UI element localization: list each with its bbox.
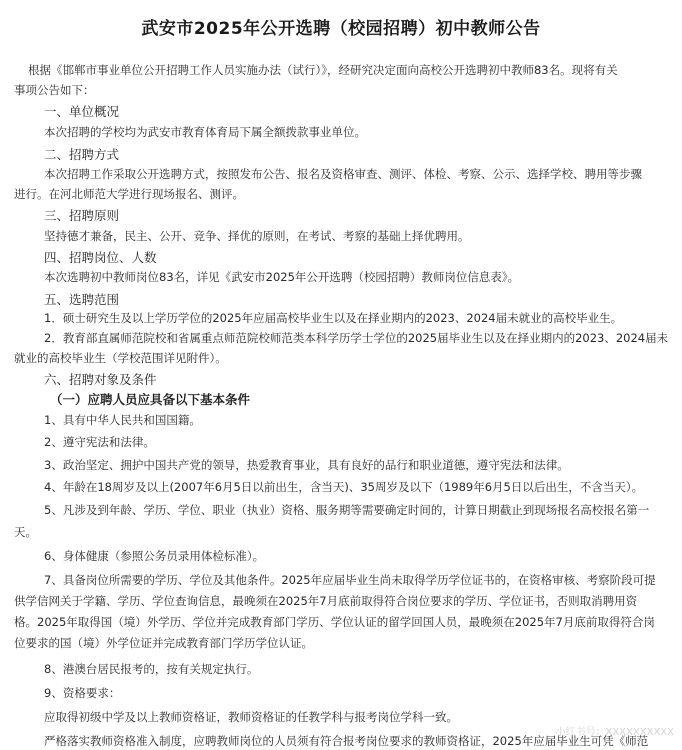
paragraph-line: 位要求的国（境）外学位证并完成教育部门学历学位认证。 — [14, 636, 313, 650]
section-heading: 五、选聘范围 — [44, 292, 120, 307]
paragraph-line: 根据《邯郸市事业单位公开招聘工作人员实施办法（试行）》，经研究决定面向高校公开选聘初中教师83名。现将有关 — [28, 63, 618, 77]
list-item: 8、港澳台居民报考的，按有关规定执行。 — [44, 662, 259, 676]
section-heading: 三、招聘原则 — [44, 208, 120, 223]
section-heading: 四、招聘岗位、人数 — [44, 250, 157, 265]
paragraph-line: 就业的高校毕业生（学校范围详见附件）。 — [14, 351, 227, 365]
paragraph-line: 严格落实教师资格准入制度，应聘教师岗位的人员须有符合报考岗位要求的教师资格证，2025年应届毕业生可凭《师范 — [44, 734, 649, 748]
list-item: 9、资格要求： — [44, 686, 121, 700]
paragraph-line: 本次选聘初中教师岗位83名，详见《武安市2025年公开选聘（校园招聘）教师岗位信息表》。 — [44, 270, 520, 284]
paragraph-line: 进行。在河北师范大学进行现场报名、测评。 — [14, 187, 244, 201]
paragraph-line: 供学信网关于学籍、学历、学位查询信息，最晚须在2025年7月底前取得符合岗位要求的学历、学位证书，否则取消聘用资 — [14, 594, 638, 608]
page-title: 武安市2025年公开选聘（校园招聘）初中教师公告 — [141, 19, 541, 39]
list-item: 4、年龄在18周岁及以上(2007年6月5日以前出生，含当天)、35周岁及以下（1989年6月5日以后出生，不含当天）。 — [44, 480, 644, 494]
watermark: 小红书号：XXXXXXXXXX — [555, 727, 674, 738]
paragraph-line: 应取得初级中学及以上教师资格证，教师资格证的任教学科与报考岗位学科一致。 — [44, 710, 458, 724]
paragraph-line: 天。 — [14, 525, 37, 539]
paragraph-line: 坚持德才兼备，民主、公开、竞争、择优的原则，在考试、考察的基础上择优聘用。 — [44, 229, 470, 243]
paragraph-line: 格。2025年取得国（境）外学历、学位并完成教育部门学历、学位认证的留学回国人员，最晚须在2025年7月底前取得符合岗 — [14, 615, 655, 629]
list-item: 3、政治坚定、拥护中国共产党的领导，热爱教育事业，具有良好的品行和职业道德，遵守宪法和法律。 — [44, 458, 569, 472]
subsection-heading: （一）应聘人员应具备以下基本条件 — [50, 392, 251, 407]
list-item: 1、具有中华人民共和国国籍。 — [44, 413, 201, 427]
list-item: 2．教育部直属师范院校和省属重点师范院校师范类本科学历学士学位的2025届毕业生以及在择业期内的2023、2024届未 — [44, 331, 669, 345]
paragraph-line: 事项公告如下： — [14, 83, 95, 97]
list-item: 6、身体健康（参照公务员录用体检标准）。 — [44, 549, 265, 563]
list-item: 7、具备岗位所需要的学历、学位及其他条件。2025年应届毕业生尚未取得学历学位证书的，在资格审核、考察阶段可提 — [44, 573, 656, 587]
paragraph-line: 本次招聘工作采取公开选聘方式，按照发布公告、报名及资格审查、测评、体检、考察、公示、选择学校、聘用等步骤 — [44, 167, 642, 181]
list-item: 2、遵守宪法和法律。 — [44, 435, 155, 449]
section-heading: 二、招聘方式 — [44, 147, 120, 162]
list-item: 1．硕士研究生及以上学历学位的2025年应届高校毕业生以及在择业期内的2023、2024届未就业的高校毕业生。 — [44, 311, 623, 325]
list-item: 5、凡涉及到年龄、学历、学位、职业（执业）资格、服务期等需要确定时间的，计算日期截止到现场报名高校报名第一 — [44, 503, 650, 517]
section-heading: 一、单位概况 — [44, 104, 120, 119]
section-heading: 六、招聘对象及条件 — [44, 372, 157, 387]
paragraph-line: 本次招聘的学校均为武安市教育体育局下属全额拨款事业单位。 — [44, 125, 366, 139]
